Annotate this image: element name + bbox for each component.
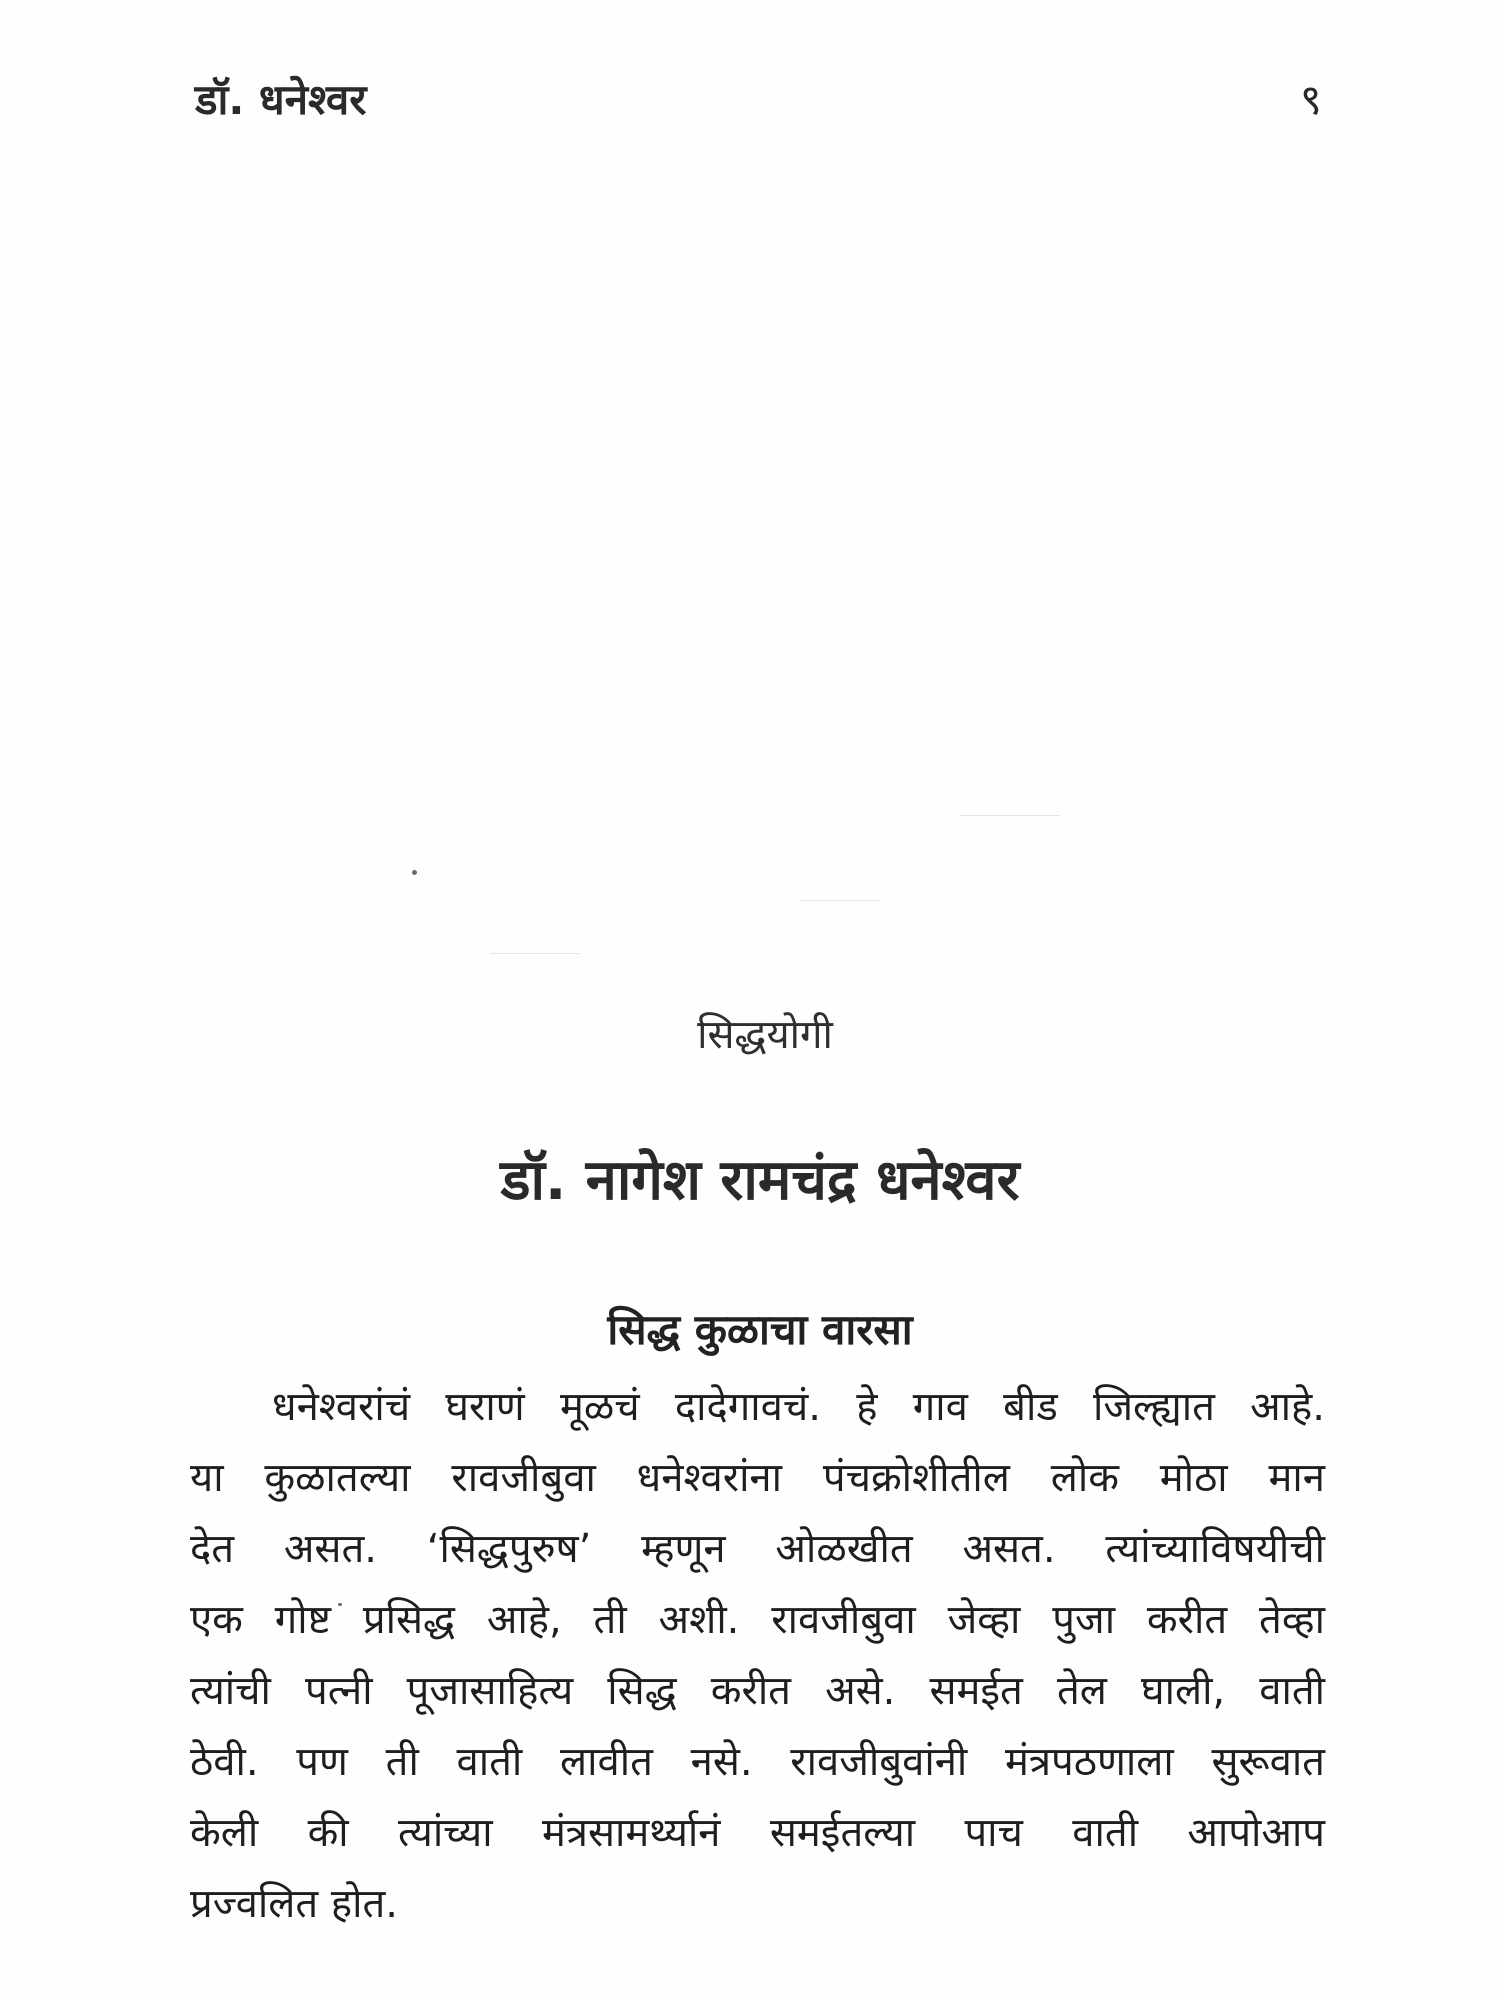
- section-heading: सिद्ध कुळाचा वारसा: [607, 1305, 913, 1354]
- faint-scan-line: [960, 815, 1060, 816]
- faint-scan-line: [800, 900, 880, 901]
- paragraph-line: या कुळातल्या रावजीबुवा धनेश्वरांना पंचक्रोशीतील लोक मोठा मान: [190, 1455, 1325, 1501]
- body-paragraph: [190, 1372, 1325, 1940]
- paragraph-line: देत असत. ‘सिद्धपुरुष’ म्हणून ओळखीत असत. त्यांच्याविषयीची: [190, 1526, 1325, 1572]
- chapter-title: डॉ. नागेश रामचंद्र धनेश्वर: [500, 1148, 1020, 1213]
- paragraph-line: केली की त्यांच्या मंत्रसामर्थ्यानं समईतल्या पाच वाती आपोआप: [190, 1810, 1325, 1856]
- paragraph-line: ठेवी. पण ती वाती लावीत नसे. रावजीबुवांनी मंत्रपठणाला सुरूवात: [190, 1739, 1325, 1785]
- paragraph-line: एक गोष्ट प्रसिद्ध आहे, ती अशी. रावजीबुवा जेव्हा पुजा करीत तेव्हा: [190, 1597, 1325, 1643]
- page-number: ९: [1300, 75, 1322, 124]
- running-header-title: डॉ. धनेश्वर: [195, 75, 367, 124]
- paragraph-line: धनेश्वरांचं घराणं मूळचं दादेगावचं. हे गाव बीड जिल्ह्यात आहे.: [272, 1384, 1325, 1430]
- faint-scan-line: [490, 953, 580, 954]
- chapter-epithet: सिद्धयोगी: [697, 1012, 833, 1058]
- paragraph-line: प्रज्वलित होत.: [190, 1881, 398, 1927]
- print-speck: [412, 870, 417, 875]
- paragraph-line: त्यांची पत्नी पूजासाहित्य सिद्ध करीत असे. समईत तेल घाली, वाती: [190, 1668, 1325, 1714]
